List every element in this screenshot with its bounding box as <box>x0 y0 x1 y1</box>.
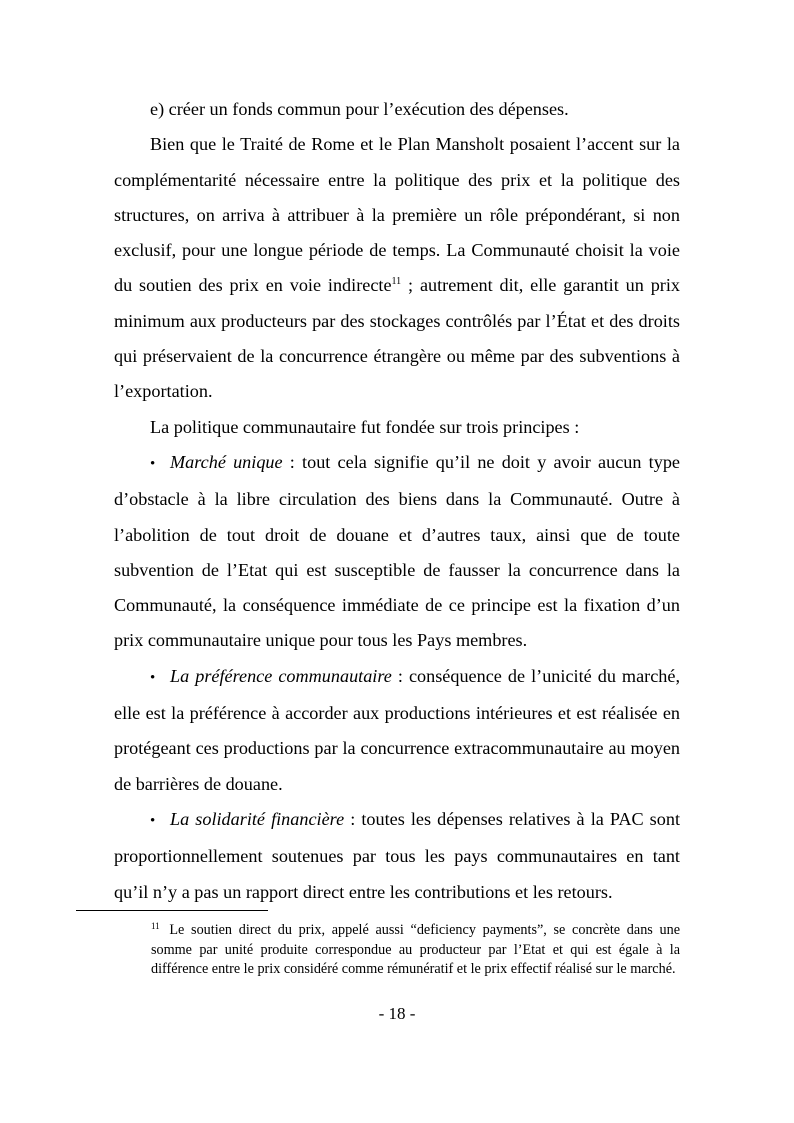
paragraph-principles-intro: La politique communautaire fut fondée sur trois principes : <box>150 416 580 437</box>
principle-text: : tout cela signifie qu’il ne doit y avoir aucun type d’obstacle à la libre circulation des biens dans la Communauté. Outre à l’abolition de tout droit de douane et d’autres taux, ainsi que de toute subvention de l’Etat qui est susceptible de fausser la concurrence dans la Communauté, la conséquence immédiate de ce principe est la fixation d’un prix communautaire unique pour tous les Pays membres. <box>114 451 680 651</box>
principle-single-market <box>114 445 680 659</box>
principle-financial-solidarity <box>114 802 680 910</box>
principle-term: La préférence communautaire <box>170 665 392 686</box>
footnote-number: 11 <box>151 921 160 931</box>
principle-text: : toutes les dépenses relatives à la PAC sont proportionnellement soutenues par tous les pays communautaires en tant qu’il n’y a pas un rapport direct entre les contributions et les retours. <box>114 808 680 902</box>
principle-text: : conséquence de l’unicité du marché, elle est la préférence à accorder aux productions intérieures et est réalisée en protégeant ces productions par la concurrence extracommunautaire au moyen de barrières de douane. <box>114 665 680 794</box>
principle-term: Marché unique <box>170 451 283 472</box>
principle-term: La solidarité financière <box>170 808 345 829</box>
footnote-separator <box>76 910 268 911</box>
footnote-reference[interactable]: 11 <box>391 276 402 288</box>
bullet-icon: • <box>150 455 156 472</box>
footnote-text: Le soutien direct du prix, appelé aussi “deficiency payments”, se concrète dans une somme par unité produite correspondue au producteur par l’Etat et qui est égale à la différence entre le prix considéré comme rémunératif et le prix effectif réalisé sur le marché. <box>151 922 680 978</box>
paragraph-price-policy: Bien que le Traité de Rome et le Plan Mansholt posaient l’accent sur la complémentarité nécessaire entre la politique des prix et la politique des structures, on arriva à attribuer à la première un rôle prépondérant, si non exclusif, pour une longue période de temps. La Communauté choisit la voie du soutien des prix en voie indirecte$^{11}$ ; autrement dit, elle garantit un prix minimum aux producteurs par des stockages contrôlés par l’État et des droits qui préservaient de la concurrence étrangère ou même par des subventions à l’exportation. <box>114 134 680 402</box>
body-text <box>114 92 680 910</box>
paragraph-fund-item: e) créer un fonds commun pour l’exécution des dépenses. <box>150 99 569 119</box>
principle-community-preference <box>114 659 680 802</box>
bullet-icon: • <box>150 669 156 686</box>
bullet-icon: • <box>150 812 156 829</box>
page-number: - 18 - <box>378 1004 416 1023</box>
footnote <box>151 921 680 980</box>
